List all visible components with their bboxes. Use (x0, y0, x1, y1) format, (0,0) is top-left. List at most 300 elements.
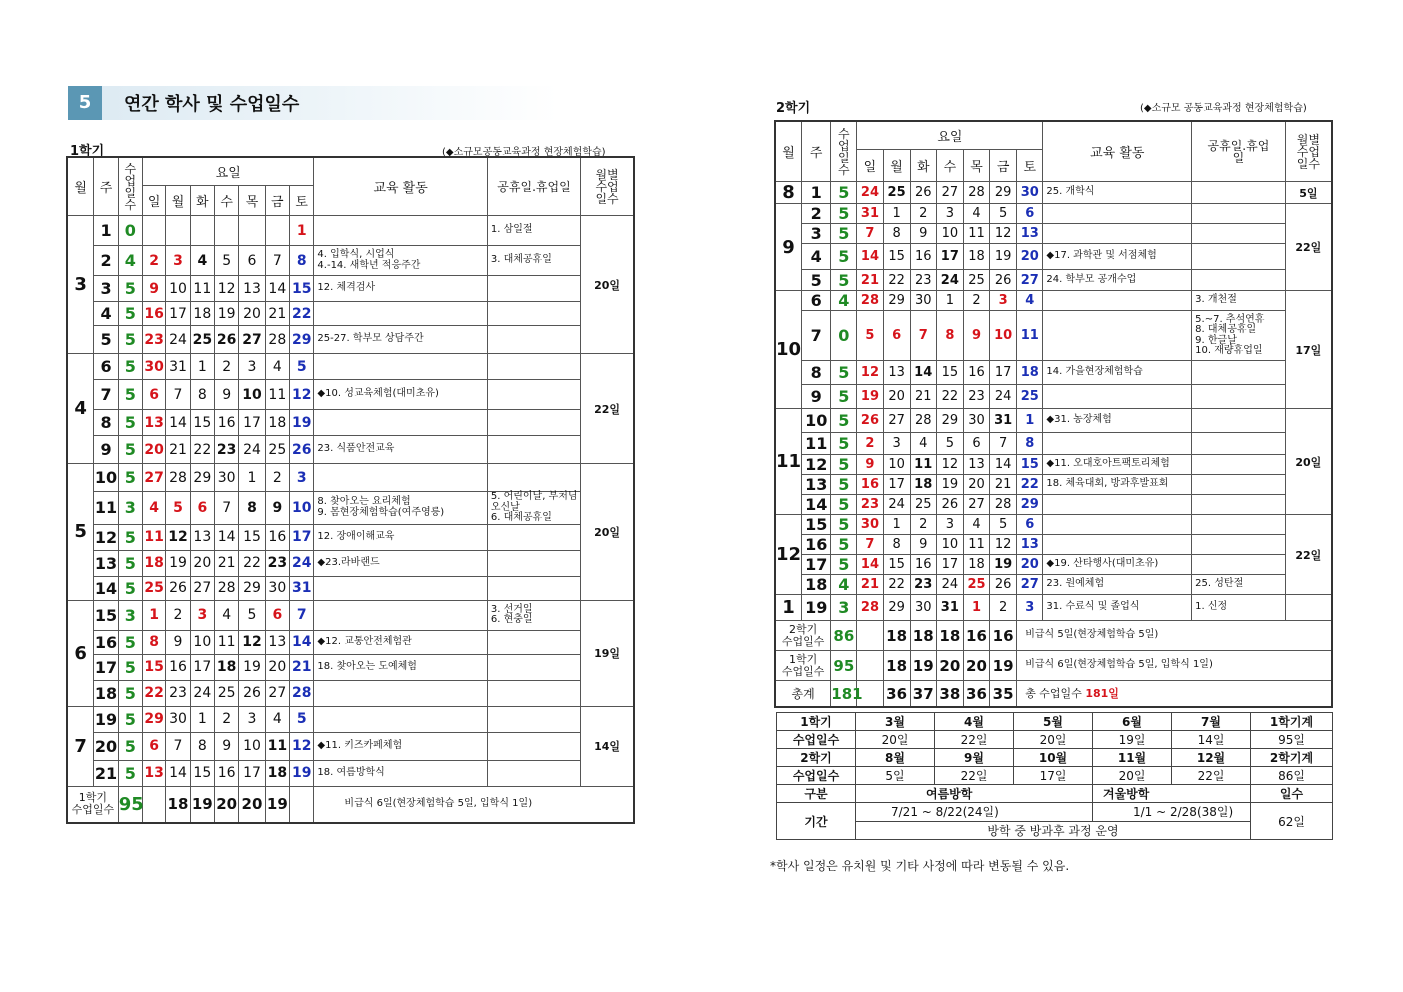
semester2-calendar (775, 121, 1332, 707)
hd2-days: 수 업 일 수 (831, 122, 857, 182)
s1-day: 17 (166, 302, 190, 326)
s1-day (190, 216, 214, 246)
s2-day: 6 (883, 311, 910, 361)
s1-week: 20 (94, 732, 118, 760)
s1-weekday-1: 월 (166, 186, 190, 216)
s1-holiday (487, 630, 580, 654)
summary-row4-cell: 수업일수 (777, 767, 856, 785)
s2-day: 13 (963, 455, 989, 475)
s2-weekday-5: 금 (990, 150, 1017, 182)
vac-days: 62일 (1251, 803, 1333, 840)
s1-month-4: 4 (68, 354, 94, 464)
table-row (776, 595, 1332, 621)
s1-day: 29 (190, 464, 214, 492)
s2-day: 30 (910, 595, 936, 621)
s2-day: 8 (883, 535, 910, 555)
s2-day: 27 (1017, 270, 1043, 291)
s1-week: 11 (94, 492, 118, 525)
s2-day: 9 (857, 455, 883, 475)
s1-day: 7 (166, 380, 190, 410)
grand-total-note: 총 수업일수 181일 (1017, 681, 1332, 707)
s2-day: 24 (883, 495, 910, 515)
semester2-label: 2학기 (776, 101, 811, 116)
table-row (776, 385, 1332, 409)
s2-holiday: 3. 개천절 (1192, 291, 1285, 311)
s1-holiday (487, 680, 580, 706)
table-row (68, 680, 634, 706)
s2-month-9: 9 (776, 204, 802, 291)
summary-row1-cell: 1학기 (777, 713, 856, 731)
s2-holiday (1192, 475, 1285, 495)
s1-week-days: 5 (118, 654, 142, 680)
s2-day: 18 (1017, 361, 1043, 385)
s1-weekday-4: 목 (239, 186, 265, 216)
s2-day: 4 (910, 433, 936, 455)
s1-holiday: 1. 삼일절 (487, 216, 580, 246)
s1-day (143, 216, 166, 246)
s2-edu-activity (1043, 535, 1192, 555)
s1-day: 20 (190, 550, 214, 576)
s2-day: 4 (1017, 291, 1043, 311)
s1-holiday (487, 380, 580, 410)
s1-day: 18 (265, 410, 289, 436)
table-row (776, 475, 1332, 495)
semester2-note: (◆소규모 공동교육과정 현장체험학습) (1140, 103, 1307, 114)
table-row (68, 706, 634, 732)
s1-week-days: 5 (118, 550, 142, 576)
sem1-total-note: 비급식 6일(현장체험학습 5일, 입학식 1일) (314, 786, 634, 822)
s1-day: 17 (239, 760, 265, 786)
s1-day: 16 (143, 302, 166, 326)
s1-week: 8 (94, 410, 118, 436)
s1-holiday (487, 732, 580, 760)
summary-row3-cell: 10월 (1014, 749, 1093, 767)
vac-note: 방학 중 방과후 과정 운영 (856, 821, 1251, 840)
sem2-sem1-tue: 19 (910, 651, 936, 681)
s2-day: 1 (883, 515, 910, 535)
summary-row4-cell: 22일 (1172, 767, 1251, 785)
s2-day: 9 (910, 224, 936, 244)
s2-week-days: 5 (831, 385, 857, 409)
s2-week-days: 5 (831, 475, 857, 495)
s1-day: 18 (265, 760, 289, 786)
s2-holiday (1192, 515, 1285, 535)
s2-day: 25 (1017, 385, 1043, 409)
sem1-total-mon: 18 (166, 786, 190, 822)
table-row (776, 535, 1332, 555)
s1-day: 26 (290, 436, 314, 464)
s1-monthly-days: 14일 (581, 706, 634, 786)
s2-day: 7 (857, 224, 883, 244)
s2-edu-activity: 25. 개학식 (1043, 182, 1192, 204)
s2-day: 26 (990, 270, 1017, 291)
s2-week-days: 4 (831, 291, 857, 311)
sem1-total-wed: 20 (214, 786, 238, 822)
s1-day: 14 (290, 630, 314, 654)
s2-day: 6 (1017, 204, 1043, 224)
s2-day: 11 (910, 455, 936, 475)
s1-edu-activity: 23. 식품안전교육 (314, 436, 487, 464)
s1-month-6: 6 (68, 600, 94, 706)
sem2-sem1-total-label: 1학기 수업일수 (776, 651, 831, 681)
s2-day: 17 (883, 475, 910, 495)
s1-day: 14 (166, 760, 190, 786)
s1-day: 18 (143, 550, 166, 576)
s1-day: 9 (265, 492, 289, 525)
s1-day: 30 (143, 354, 166, 380)
s1-day: 8 (239, 492, 265, 525)
s1-day: 12 (290, 732, 314, 760)
s1-holiday (487, 436, 580, 464)
s2-holiday (1192, 455, 1285, 475)
s1-day: 5 (214, 246, 238, 276)
table-row (776, 204, 1332, 224)
s2-day: 12 (936, 455, 963, 475)
s1-week-days: 5 (118, 464, 142, 492)
s1-edu-activity: ◆12. 교통안전체험관 (314, 630, 487, 654)
s1-day: 25 (190, 326, 214, 354)
s1-day: 31 (166, 354, 190, 380)
s1-holiday (487, 706, 580, 732)
s2-holiday (1192, 385, 1285, 409)
s1-day (214, 216, 238, 246)
s1-day (265, 216, 289, 246)
s1-weekday-2: 화 (190, 186, 214, 216)
grand-tue: 37 (910, 681, 936, 707)
table-row (776, 270, 1332, 291)
s2-day: 28 (963, 182, 989, 204)
table-row (68, 760, 634, 786)
sem2-sem1-total-note: 비급식 6일(현장체험학습 5일, 입학식 1일) (1017, 651, 1332, 681)
s2-day: 2 (910, 204, 936, 224)
table-row (776, 495, 1332, 515)
s1-week-days: 5 (118, 680, 142, 706)
sem2-total-note: 비급식 5일(현장체험학습 5일) (1017, 621, 1332, 651)
s1-day: 24 (290, 550, 314, 576)
s1-day: 9 (214, 380, 238, 410)
s2-day: 6 (963, 433, 989, 455)
s2-month-11: 11 (776, 409, 802, 515)
table-row (776, 182, 1332, 204)
summary-row1-cell: 7월 (1172, 713, 1251, 731)
s2-holiday: 5.~7. 추석연휴 8. 대체공휴일 9. 한글날 10. 재량휴업일 (1192, 311, 1285, 361)
sem2-sem1-thu: 20 (963, 651, 989, 681)
s1-day: 19 (166, 550, 190, 576)
s2-edu-activity: 24. 학부모 공개수업 (1043, 270, 1192, 291)
s2-day: 14 (910, 361, 936, 385)
s2-day: 27 (883, 409, 910, 433)
s2-week-days: 5 (831, 182, 857, 204)
s2-day: 30 (963, 409, 989, 433)
s1-day: 26 (166, 576, 190, 600)
s2-day: 18 (963, 555, 989, 575)
s2-week-days: 5 (831, 555, 857, 575)
s2-holiday (1192, 244, 1285, 270)
s2-week: 2 (802, 204, 831, 224)
vac-winter-period: 1/1 ~ 2/28(38일) (1093, 803, 1251, 822)
s2-day: 22 (883, 575, 910, 595)
s1-day: 18 (214, 654, 238, 680)
s1-day: 15 (239, 524, 265, 550)
s1-day: 3 (239, 706, 265, 732)
s2-day: 16 (910, 555, 936, 575)
table-row (776, 409, 1332, 433)
s1-holiday (487, 524, 580, 550)
s2-day: 15 (883, 244, 910, 270)
s1-day: 5 (239, 600, 265, 630)
s1-week: 4 (94, 302, 118, 326)
table-row (68, 354, 634, 380)
s2-week: 18 (802, 575, 831, 595)
s1-week: 6 (94, 354, 118, 380)
hd2-week: 주 (802, 122, 831, 182)
s1-monthly-days: 20일 (581, 464, 634, 601)
grand-total-label: 총계 (776, 681, 831, 707)
table-row (68, 276, 634, 302)
s1-day: 6 (239, 246, 265, 276)
s2-week: 17 (802, 555, 831, 575)
s2-day: 22 (1017, 475, 1043, 495)
s1-edu-activity: 12. 장애이해교육 (314, 524, 487, 550)
s2-day: 3 (1017, 595, 1043, 621)
s1-day: 6 (190, 492, 214, 525)
summary-row2-cell: 20일 (856, 731, 935, 749)
s2-day: 2 (963, 291, 989, 311)
s1-holiday (487, 354, 580, 380)
s1-day: 19 (290, 410, 314, 436)
summary-row3-cell: 12월 (1172, 749, 1251, 767)
s1-day: 2 (214, 354, 238, 380)
s1-week: 5 (94, 326, 118, 354)
s2-day: 20 (883, 385, 910, 409)
grand-wed: 38 (936, 681, 963, 707)
s2-day: 4 (963, 204, 989, 224)
summary-table (776, 712, 1333, 840)
s1-day: 22 (190, 436, 214, 464)
s2-day: 5 (857, 311, 883, 361)
s1-day: 13 (265, 630, 289, 654)
s1-week-days: 5 (118, 524, 142, 550)
s1-week: 15 (94, 600, 118, 630)
s2-day: 30 (910, 291, 936, 311)
s1-day: 24 (166, 326, 190, 354)
s2-edu-activity: ◆17. 과학관 및 서점체험 (1043, 244, 1192, 270)
s2-edu-activity (1043, 204, 1192, 224)
s1-day: 14 (265, 276, 289, 302)
s1-day: 8 (290, 246, 314, 276)
s1-week-days: 5 (118, 630, 142, 654)
s2-day: 16 (910, 244, 936, 270)
s1-day: 2 (143, 246, 166, 276)
s2-week-days: 5 (831, 433, 857, 455)
s2-week: 5 (802, 270, 831, 291)
vac-head-days: 일수 (1251, 785, 1333, 803)
summary-row3-cell: 2학기 (777, 749, 856, 767)
sem2-total-tue: 18 (910, 621, 936, 651)
table-row (68, 524, 634, 550)
summary-row2-cell: 20일 (1014, 731, 1093, 749)
s2-week: 14 (802, 495, 831, 515)
s1-day: 1 (190, 354, 214, 380)
s1-day: 27 (239, 326, 265, 354)
summary-row1-cell: 3월 (856, 713, 935, 731)
s1-day: 21 (265, 302, 289, 326)
s2-day: 24 (990, 385, 1017, 409)
table-row (68, 380, 634, 410)
s1-day: 25 (143, 576, 166, 600)
s1-day: 13 (143, 760, 166, 786)
s2-day: 1 (936, 291, 963, 311)
s1-day: 6 (143, 732, 166, 760)
s2-week-days: 3 (831, 595, 857, 621)
table-row (776, 311, 1332, 361)
table-row (68, 732, 634, 760)
hd2-edu: 교육 활동 (1043, 122, 1192, 182)
s1-day: 20 (143, 436, 166, 464)
sem2-total-label: 2학기 수업일수 (776, 621, 831, 651)
s2-week-days: 4 (831, 575, 857, 595)
s2-week-days: 5 (831, 409, 857, 433)
s2-weekday-4: 목 (963, 150, 989, 182)
s1-day: 7 (214, 492, 238, 525)
s2-weekday-1: 월 (883, 150, 910, 182)
s1-week-days: 5 (118, 732, 142, 760)
s2-day: 16 (857, 475, 883, 495)
s2-week: 9 (802, 385, 831, 409)
hd-edu: 교육 활동 (314, 158, 487, 216)
s1-week: 18 (94, 680, 118, 706)
s2-day: 14 (857, 244, 883, 270)
s2-day: 5 (990, 515, 1017, 535)
s2-day: 25 (963, 270, 989, 291)
s1-day: 15 (143, 654, 166, 680)
s1-day: 2 (214, 706, 238, 732)
s1-day: 29 (290, 326, 314, 354)
s1-day: 21 (290, 654, 314, 680)
s2-day: 15 (883, 555, 910, 575)
s1-edu-activity: 12. 체격검사 (314, 276, 487, 302)
s2-edu-activity: ◆19. 산타행사(대미초유) (1043, 555, 1192, 575)
s1-day: 18 (190, 302, 214, 326)
s1-day: 7 (290, 600, 314, 630)
table-row (776, 361, 1332, 385)
table-row (68, 464, 634, 492)
s2-week-days: 0 (831, 311, 857, 361)
s1-day: 15 (290, 276, 314, 302)
s2-day: 2 (990, 595, 1017, 621)
s1-day: 23 (166, 680, 190, 706)
hd2-weekday-group: 요일 (857, 122, 1043, 150)
s2-day: 12 (990, 535, 1017, 555)
s1-day: 29 (143, 706, 166, 732)
hd-monthly: 월별 수업 일수 (581, 158, 634, 216)
s2-day: 18 (910, 475, 936, 495)
grand-thu: 36 (963, 681, 989, 707)
s2-day: 15 (936, 361, 963, 385)
s2-day: 3 (990, 291, 1017, 311)
s1-day: 10 (166, 276, 190, 302)
hd-week: 주 (94, 158, 118, 216)
s1-day: 16 (166, 654, 190, 680)
s1-day: 4 (190, 246, 214, 276)
s1-day: 12 (239, 630, 265, 654)
s1-day: 31 (290, 576, 314, 600)
s2-monthly-days: 22일 (1285, 204, 1331, 291)
s2-day: 29 (990, 182, 1017, 204)
hd-month: 월 (68, 158, 94, 216)
s1-day: 5 (290, 706, 314, 732)
s1-holiday (487, 410, 580, 436)
s2-day: 28 (857, 291, 883, 311)
sem1-total-tue: 19 (190, 786, 214, 822)
s1-week-days: 5 (118, 302, 142, 326)
s2-holiday (1192, 555, 1285, 575)
s2-week: 7 (802, 311, 831, 361)
s2-edu-activity: ◆31. 농장체험 (1043, 409, 1192, 433)
s1-holiday: 3. 선거일 6. 현충일 (487, 600, 580, 630)
s1-weekday-6: 토 (290, 186, 314, 216)
s2-holiday (1192, 535, 1285, 555)
sem1-total-label: 1학기 수업일수 (68, 786, 119, 822)
s1-monthly-days: 22일 (581, 354, 634, 464)
s1-edu-activity (314, 464, 487, 492)
s2-edu-activity (1043, 224, 1192, 244)
s1-holiday (487, 760, 580, 786)
s1-day: 22 (239, 550, 265, 576)
s2-day: 23 (910, 575, 936, 595)
s2-holiday: 25. 성탄절 (1192, 575, 1285, 595)
s1-week: 12 (94, 524, 118, 550)
summary-row3-cell: 2학기계 (1251, 749, 1333, 767)
s2-monthly-days (1285, 595, 1331, 621)
s1-week-days: 5 (118, 354, 142, 380)
s2-edu-activity: 31. 수료식 및 졸업식 (1043, 595, 1192, 621)
hd2-month: 월 (776, 122, 802, 182)
s2-edu-activity: 14. 가을현장체험학습 (1043, 361, 1192, 385)
summary-row1-cell: 6월 (1093, 713, 1172, 731)
s2-day: 22 (936, 385, 963, 409)
sem2-total-fri: 16 (990, 621, 1017, 651)
s1-holiday (487, 302, 580, 326)
s2-day: 21 (857, 270, 883, 291)
sem2-total-thu: 16 (963, 621, 989, 651)
s1-day: 12 (290, 380, 314, 410)
sem2-total-mon: 18 (883, 621, 910, 651)
s1-day: 13 (190, 524, 214, 550)
s2-day: 24 (936, 575, 963, 595)
s2-day: 29 (936, 409, 963, 433)
s1-edu-activity (314, 354, 487, 380)
hd-days: 수 업 일 수 (118, 158, 142, 216)
s1-week: 7 (94, 380, 118, 410)
s2-week: 12 (802, 455, 831, 475)
s1-holiday (487, 550, 580, 576)
s1-week: 1 (94, 216, 118, 246)
s1-holiday (487, 464, 580, 492)
s1-edu-activity (314, 410, 487, 436)
s1-day: 11 (265, 732, 289, 760)
summary-row1-cell: 4월 (935, 713, 1014, 731)
table-row (776, 455, 1332, 475)
s1-day: 30 (214, 464, 238, 492)
s2-day: 21 (857, 575, 883, 595)
s1-day: 9 (214, 732, 238, 760)
s1-day: 22 (290, 302, 314, 326)
s1-day: 13 (143, 410, 166, 436)
s2-edu-activity (1043, 311, 1192, 361)
s1-day: 28 (265, 326, 289, 354)
s1-day: 6 (265, 600, 289, 630)
